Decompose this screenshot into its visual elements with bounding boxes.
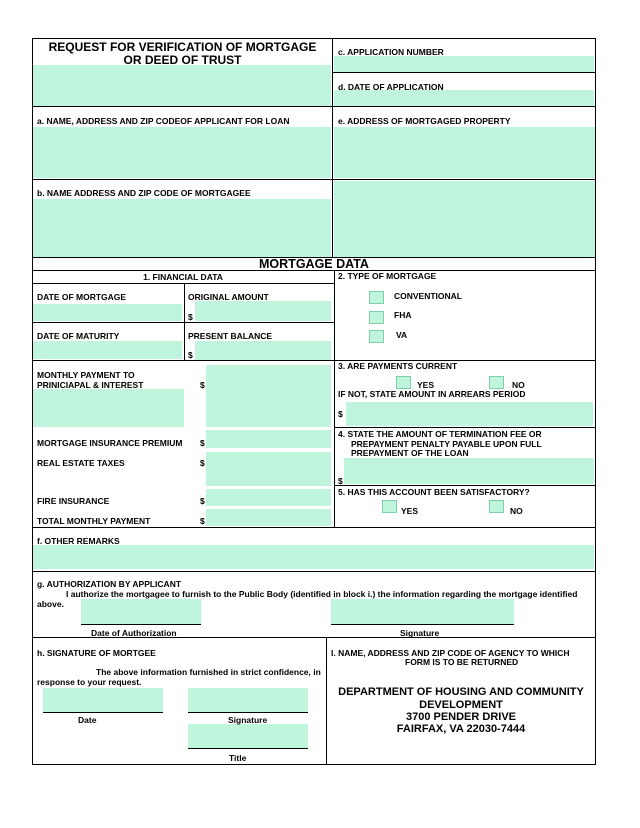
payments-current-no-checkbox[interactable] [489,376,504,389]
payments-current-title: 3. ARE PAYMENTS CURRENT [338,361,458,371]
fire-insurance-label: FIRE INSURANCE [37,496,110,506]
title-fill-field[interactable] [33,65,331,106]
form-border-right [595,38,596,765]
present-balance-field[interactable] [195,341,331,360]
agency-label-1: I. NAME, ADDRESS AND ZIP CODE OF AGENCY TO WHICH [331,648,570,658]
mortgee-title-label: Title [229,753,247,763]
mortgee-signature-label: Signature [228,715,268,725]
monthly-payment-label-1: MONTHLY PAYMENT TO [37,370,135,380]
divider [334,427,596,428]
arrears-dollar: $ [338,409,343,419]
present-balance-dollar: $ [188,350,193,360]
mortgaged-property-label: e. ADDRESS OF MORTGAGED PROPERTY [338,116,511,126]
arrears-amount-field[interactable] [346,402,593,426]
date-of-maturity-label: DATE OF MATURITY [37,331,120,341]
divider [32,527,596,528]
date-of-authorization-label: Date of Authorization [91,628,177,638]
mortgagee-label: b. NAME ADDRESS AND ZIP CODE OF MORTGAGEE [37,188,251,198]
satisfactory-yes-checkbox[interactable] [382,500,397,513]
satisfactory-no-checkbox[interactable] [489,500,504,513]
original-amount-field[interactable] [195,301,331,321]
present-balance-label: PRESENT BALANCE [188,331,273,341]
authorization-title: g. AUTHORIZATION BY APPLICANT [37,579,182,589]
authorization-text-1: I authorize the mortgagee to furnish to the Public Body (identified in block i.) the information regarding the mortgage identified [66,589,578,599]
mortgee-signature-line [188,712,308,713]
agency-label-2: FORM IS TO BE RETURNED [405,657,519,667]
termination-label-3: PREPAYMENT OF THE LOAN [351,448,469,458]
fha-checkbox[interactable] [369,311,384,324]
original-amount-dollar: $ [188,312,193,322]
mortgage-insurance-dollar: $ [200,438,205,448]
fha-label: FHA [394,310,412,320]
other-remarks-field[interactable] [33,545,594,569]
real-estate-taxes-label: REAL ESTATE TAXES [37,458,125,468]
mortgagee-field[interactable] [33,199,331,257]
agency-name-1: DEPARTMENT OF HOUSING AND COMMUNITY [338,686,584,698]
divider [332,72,596,73]
termination-label-2: PREPAYMENT PENALTY PAYABLE UPON FULL [351,439,542,449]
payments-current-yes-checkbox[interactable] [396,376,411,389]
date-of-authorization-field[interactable] [81,599,201,624]
confidence-text-2: response to your request. [37,677,142,687]
form-border-top [32,38,596,39]
signature-of-mortgee-title: h. SIGNATURE OF MORTGEE [37,648,156,658]
divider [32,179,596,180]
termination-fee-field[interactable] [344,458,594,484]
fire-insurance-dollar: $ [200,496,205,506]
termination-dollar: $ [338,476,343,486]
date-of-mortgage-label: DATE OF MORTGAGE [37,292,127,302]
total-monthly-payment-field[interactable] [206,509,331,526]
applicant-label: a. NAME, ADDRESS AND ZIP CODEOF APPLICANT FOR LOAN [37,116,290,126]
form-title-line1: REQUEST FOR VERIFICATION OF MORTGAGE [48,40,317,54]
mortgee-signature-field[interactable] [188,688,308,712]
termination-label-1: 4. STATE THE AMOUNT OF TERMINATION FEE OR [338,429,542,439]
mortgee-date-field[interactable] [43,688,163,712]
agency-address-1: 3700 PENDER DRIVE [405,711,517,723]
monthly-payment-dollar: $ [200,380,205,390]
mortgaged-property-field[interactable] [334,127,595,178]
conventional-checkbox[interactable] [369,291,384,304]
conventional-label: CONVENTIONAL [394,291,462,301]
divider [334,270,335,527]
date-of-authorization-line [81,624,201,625]
date-of-application-label: d. DATE OF APPLICATION [338,82,444,92]
applicant-signature-line [331,624,514,625]
original-amount-label: ORIGINAL AMOUNT [188,292,269,302]
divider [332,38,333,258]
type-of-mortgage-title: 2. TYPE OF MORTGAGE [338,271,437,281]
va-label: VA [396,330,408,340]
mortgage-insurance-label: MORTGAGE INSURANCE PREMIUM [37,438,183,448]
date-of-mortgage-field[interactable] [33,304,182,321]
confidence-text-1: The above information furnished in strict confidence, in [96,667,321,677]
applicant-field[interactable] [33,127,331,178]
payments-current-yes-label: YES [417,380,435,390]
monthly-payment-left-field[interactable] [33,389,184,427]
divider [32,360,596,361]
divider [32,571,596,572]
mortgee-title-field[interactable] [188,724,308,748]
form-border-bottom [32,764,596,765]
other-remarks-label: f. OTHER REMARKS [37,536,120,546]
real-estate-taxes-dollar: $ [200,458,205,468]
mortgee-title-line [188,748,308,749]
arrears-label: IF NOT, STATE AMOUNT IN ARREARS PERIOD [338,389,526,399]
date-of-maturity-field[interactable] [33,341,182,359]
satisfactory-title: 5. HAS THIS ACCOUNT BEEN SATISFACTORY? [338,487,530,497]
real-estate-taxes-field[interactable] [206,452,331,486]
mortgee-date-label: Date [78,715,97,725]
application-number-label: c. APPLICATION NUMBER [338,47,444,57]
monthly-payment-label-2: PRINICIAPAL & INTEREST [37,380,144,390]
form-border-left [32,38,33,765]
applicant-signature-field[interactable] [331,599,514,624]
application-number-field[interactable] [334,56,594,72]
form-title-line2: OR DEED OF TRUST [123,53,242,67]
authorization-text-2: above. [37,599,64,609]
payments-current-no-label: NO [512,380,525,390]
divider [334,485,596,486]
divider [32,106,596,107]
financial-data-title: 1. FINANCIAL DATA [143,272,223,282]
va-checkbox[interactable] [369,330,384,343]
mortgagee-right-field[interactable] [334,181,595,257]
divider [32,322,334,323]
total-monthly-payment-dollar: $ [200,516,205,526]
agency-name-2: DEVELOPMENT [419,699,503,711]
total-monthly-payment-label: TOTAL MONTHLY PAYMENT [37,516,151,526]
monthly-payment-field[interactable] [206,365,331,427]
satisfactory-yes-label: YES [401,506,419,516]
applicant-signature-label: Signature [400,628,440,638]
agency-address-2: FAIRFAX, VA 22030-7444 [396,723,526,735]
section-title: MORTGAGE DATA [259,257,369,271]
satisfactory-no-label: NO [510,506,523,516]
fire-insurance-field[interactable] [206,489,331,506]
divider [32,283,334,284]
mortgage-insurance-field[interactable] [206,430,331,448]
mortgee-date-line [43,712,163,713]
